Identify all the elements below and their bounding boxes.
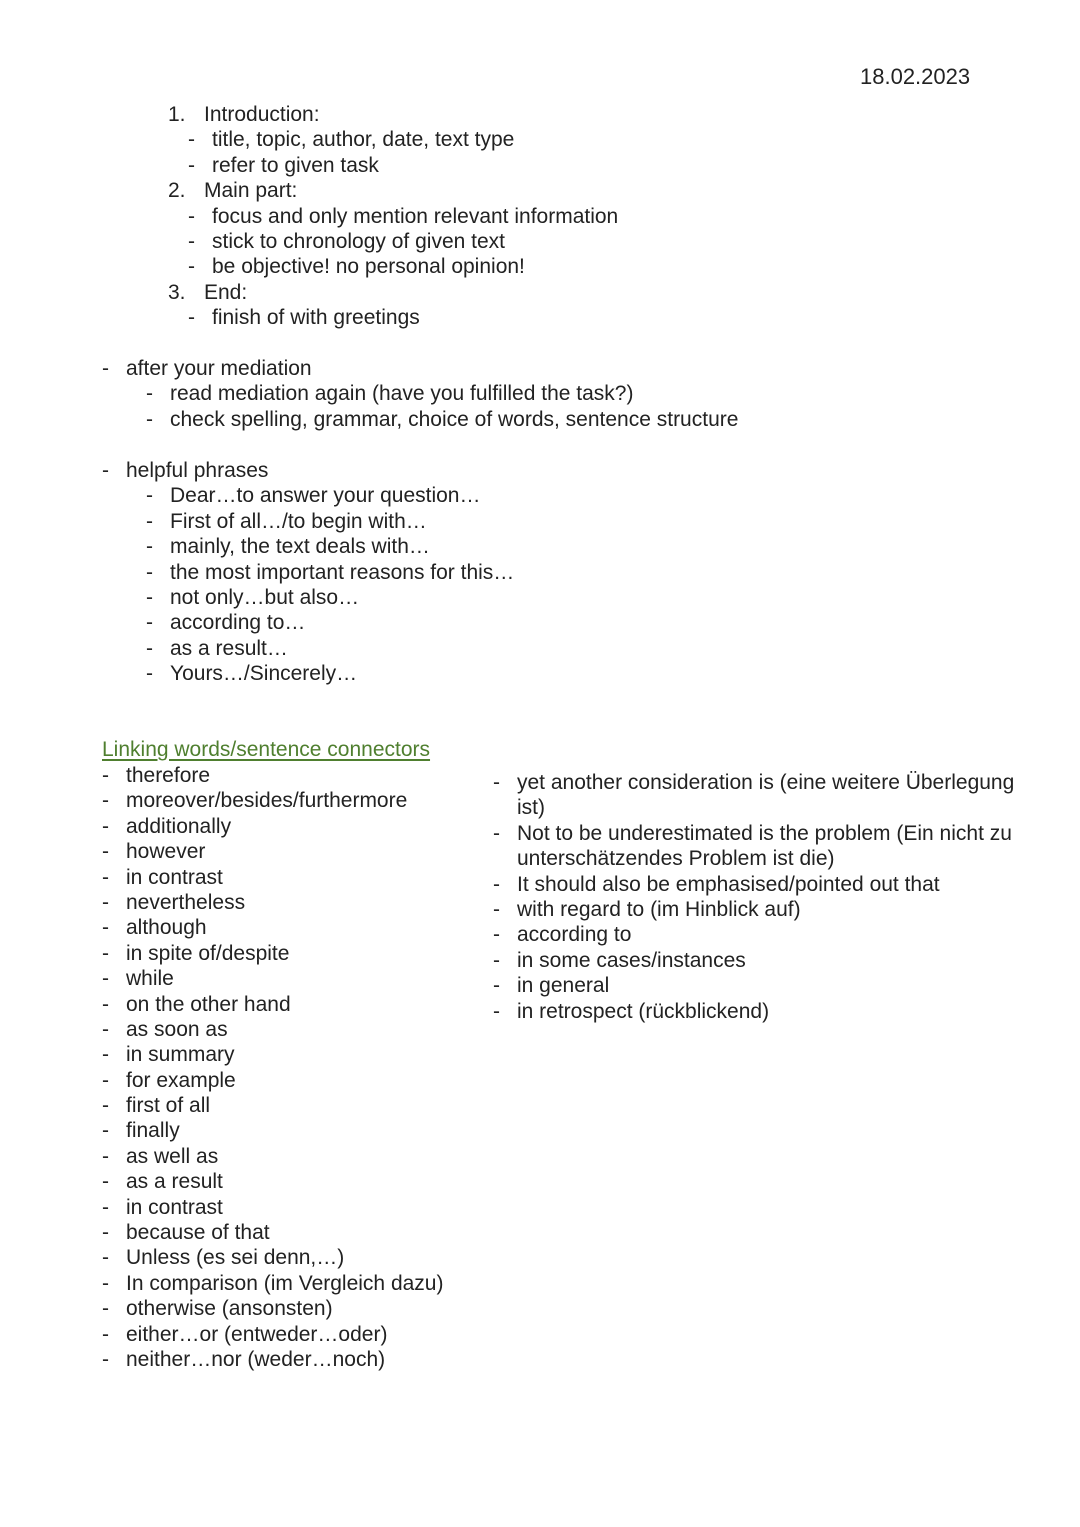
list-item [146,407,822,432]
list-item-text: however [126,840,206,864]
list-item-text: neither…nor (weder…noch) [126,1347,386,1371]
list-item-text: in contrast [126,1195,223,1219]
dash-bullet: - [188,204,195,228]
list-item-text: title, topic, author, date, text type [212,128,515,152]
dash-bullet: - [102,789,109,813]
list-item [102,966,482,991]
dash-bullet: - [102,1068,109,1092]
dash-bullet: - [493,974,500,998]
list-item [102,1220,482,1245]
dash-bullet: - [493,872,500,896]
dash-bullet: - [146,611,153,635]
list-item [102,915,482,940]
list-item-text: in some cases/instances [517,948,746,972]
list-item [188,153,768,178]
dash-bullet: - [188,255,195,279]
dash-bullet: - [102,1221,109,1245]
list-item-text: the most important reasons for this… [170,560,515,584]
list-item [102,1118,482,1143]
list-item [102,1347,482,1372]
dash-bullet: - [102,1144,109,1168]
list-item [188,204,768,229]
structure-label: Introduction: [204,103,320,126]
dash-bullet: - [146,509,153,533]
list-item [493,999,1028,1024]
list-item [493,922,1028,947]
list-item-text: according to [517,923,632,947]
list-item [146,585,702,610]
structure-label: End: [204,280,248,304]
dash-bullet: - [493,923,500,947]
list-item [146,483,702,508]
list-item [146,636,702,661]
dash-bullet: - [188,128,195,152]
list-item-text: on the other hand [126,992,291,1016]
dash-bullet: - [102,1170,109,1194]
list-item-text: as soon as [126,1017,228,1041]
list-item-text: Dear…to answer your question… [170,484,481,508]
dash-bullet: - [188,153,195,177]
dash-bullet: - [493,821,500,845]
list-item-text: according to… [170,611,306,635]
dash-bullet: - [146,382,153,406]
structure-number: 2. [168,179,186,203]
list-item-text: as a result [126,1170,223,1194]
structure-list [168,102,768,331]
list-item [146,534,702,559]
list-item-text: in contrast [126,865,223,889]
list-item [102,865,482,890]
section-title [102,458,702,483]
dash-bullet: - [102,1297,109,1321]
list-item [188,254,768,279]
linking-right-column [493,770,1028,1024]
dash-bullet: - [102,1119,109,1143]
list-item-text: finish of with greetings [212,306,420,330]
linking-left-column [102,763,482,1372]
structure-item-3 [168,280,768,305]
list-item [493,821,1028,872]
list-item-text: It should also be emphasised/pointed out that [517,872,940,896]
dash-bullet: - [102,1347,109,1371]
list-item-text: in retrospect (rückblickend) [517,999,770,1023]
dash-bullet: - [146,407,153,431]
list-item [188,229,768,254]
list-item [102,814,482,839]
list-item-text: first of all [126,1094,211,1118]
list-item [188,127,768,152]
structure-number: 1. [168,103,186,126]
dash-bullet: - [146,636,153,660]
dash-bullet: - [102,814,109,838]
dash-bullet: - [102,357,109,380]
dash-bullet: - [102,890,109,914]
list-item [146,509,702,534]
dash-bullet: - [146,560,153,584]
list-item [102,763,482,788]
list-item [102,1195,482,1220]
dash-bullet: - [146,662,153,686]
dash-bullet: - [146,535,153,559]
dash-bullet: - [102,1195,109,1219]
list-item-text: Unless (es sei denn,…) [126,1246,345,1270]
structure-number: 3. [168,280,186,304]
list-item [102,1322,482,1347]
dash-bullet: - [102,1094,109,1118]
list-item-text: nevertheless [126,890,246,914]
structure-item-1 [168,102,768,127]
list-item [493,872,1028,897]
dash-bullet: - [188,229,195,253]
list-item [102,1296,482,1321]
list-item-text: Not to be underestimated is the problem (Ein nicht zu unterschätzendes Problem ist die) [517,821,1012,871]
list-item-text: check spelling, grammar, choice of words, sentence structure [170,407,739,431]
list-item-text: in general [517,974,610,998]
structure-label: Main part: [204,179,298,203]
list-item-text: Yours…/Sincerely… [170,662,358,686]
list-item-text: focus and only mention relevant information [212,204,619,228]
list-item [102,992,482,1017]
list-item-text: with regard to (im Hinblick auf) [517,898,801,922]
list-item-text: read mediation again (have you fulfilled the task?) [170,382,634,406]
list-item [102,1042,482,1067]
list-item-text: yet another consideration is (eine weitere Überlegung ist) [517,771,1015,820]
section-title-text: helpful phrases [126,459,269,482]
list-item-text: First of all…/to begin with… [170,509,427,533]
list-item [146,381,822,406]
list-item [188,305,768,330]
dash-bullet: - [102,840,109,864]
list-item-text: otherwise (ansonsten) [126,1297,333,1321]
list-item-text: mainly, the text deals with… [170,535,430,559]
dash-bullet: - [493,999,500,1023]
list-item [102,1017,482,1042]
dash-bullet: - [102,967,109,991]
document-date: 18.02.2023 [860,64,971,89]
list-item-text: stick to chronology of given text [212,229,505,253]
list-item-text: not only…but also… [170,585,360,609]
section-title-text: after your mediation [126,357,312,380]
structure-item-2 [168,178,768,203]
dash-bullet: - [188,306,195,330]
dash-bullet: - [102,459,109,482]
dash-bullet: - [102,941,109,965]
list-item [493,770,1028,821]
list-item-text: finally [126,1119,180,1143]
list-item-text: therefore [126,764,211,787]
dash-bullet: - [102,916,109,940]
list-item-text: as well as [126,1144,219,1168]
list-item [146,610,702,635]
list-item-text: refer to given task [212,153,379,177]
list-item-text: either…or (entweder…oder) [126,1322,388,1346]
list-item [102,1144,482,1169]
dash-bullet: - [102,1322,109,1346]
list-item-text: moreover/besides/furthermore [126,789,408,813]
dash-bullet: - [102,1271,109,1295]
list-item [102,1068,482,1093]
list-item-text: as a result… [170,636,288,660]
section-title [102,356,822,381]
list-item [493,948,1028,973]
dash-bullet: - [146,484,153,508]
dash-bullet: - [102,865,109,889]
list-item-text: additionally [126,814,232,838]
list-item-text: In comparison (im Vergleich dazu) [126,1271,444,1295]
list-item-text: although [126,916,207,940]
list-item [102,1093,482,1118]
list-item [102,788,482,813]
dash-bullet: - [146,585,153,609]
dash-bullet: - [493,898,500,922]
list-item [102,1271,482,1296]
dash-bullet: - [493,771,500,794]
list-item-text: be objective! no personal opinion! [212,255,525,279]
list-item [102,1245,482,1270]
dash-bullet: - [102,1017,109,1041]
list-item-text: in spite of/despite [126,941,290,965]
list-item [102,1169,482,1194]
linking-words-heading: Linking words/sentence connectors [102,738,431,761]
after-mediation-section [102,356,822,432]
list-item [102,839,482,864]
list-item-text: while [126,967,174,991]
dash-bullet: - [102,1043,109,1067]
dash-bullet: - [493,948,500,972]
helpful-phrases-section [102,458,702,687]
list-item-text: because of that [126,1221,270,1245]
dash-bullet: - [102,764,109,787]
list-item [102,941,482,966]
list-item [102,890,482,915]
dash-bullet: - [102,992,109,1016]
list-item [493,897,1028,922]
dash-bullet: - [102,1246,109,1270]
list-item-text: in summary [126,1043,235,1067]
list-item-text: for example [126,1068,236,1092]
list-item [493,973,1028,998]
list-item [146,661,702,686]
list-item [146,560,702,585]
